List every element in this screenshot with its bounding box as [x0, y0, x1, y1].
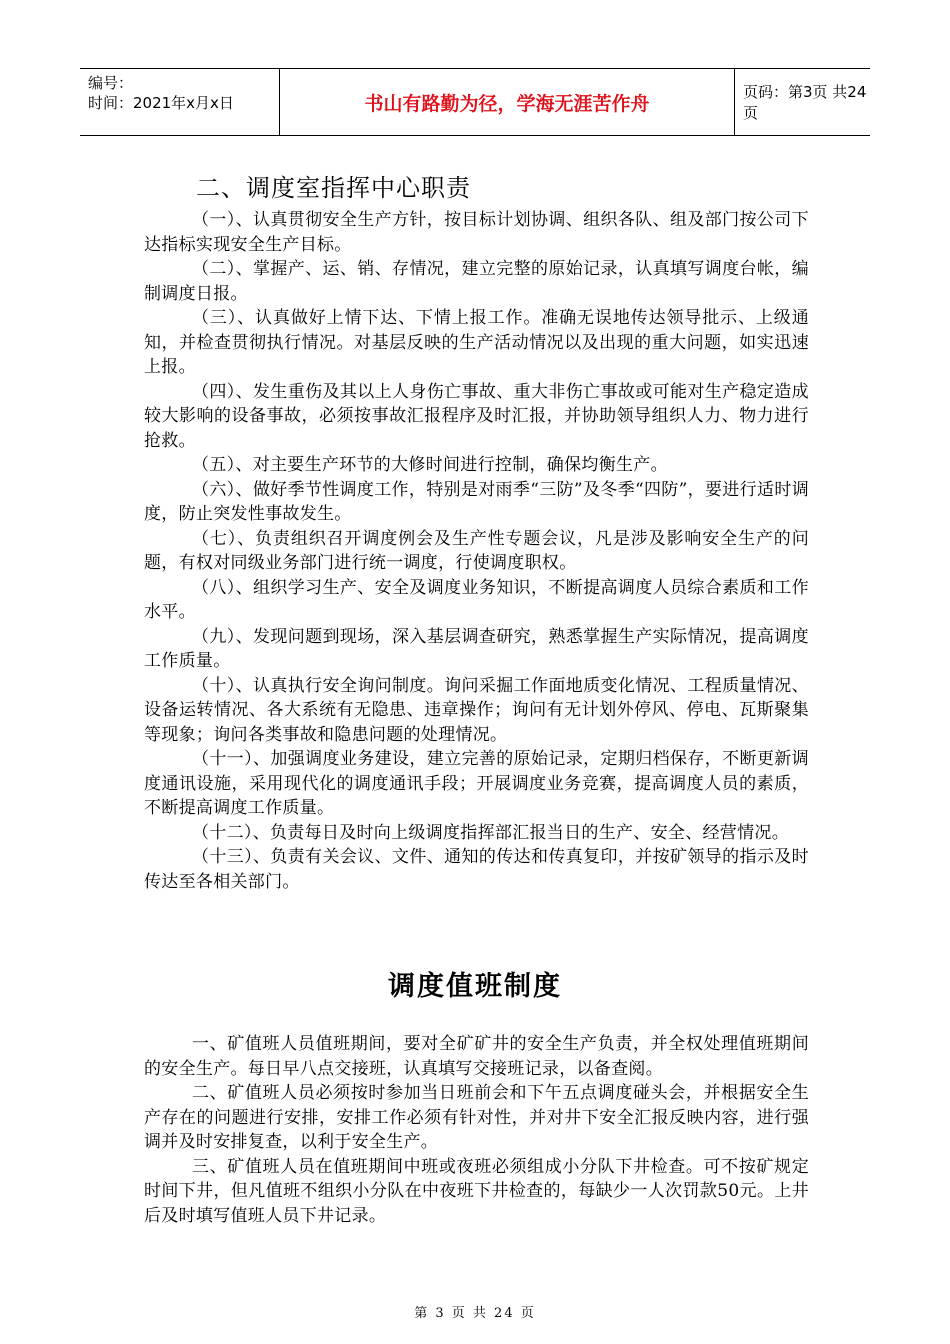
header-page-info: 页码：第3页 共24页 [743, 83, 867, 122]
page-header [80, 68, 870, 136]
duty-paragraph: （九）、发现问题到现场，深入基层调查研究，熟悉掌握生产实际情况，提高调度工作质量。 [144, 626, 809, 671]
duty-paragraph: （六）、做好季节性调度工作，特别是对雨季“三防”及冬季“四防”，要进行适时调度，防止突发性事故发生。 [144, 479, 809, 524]
page-footer: 第 3 页 共 24 页 [414, 1306, 536, 1321]
rule-paragraph: 三、矿值班人员在值班期间中班或夜班必须组成小分队下井检查。可不按矿规定时间下井，但凡值班不组织小分队在中夜班下井检查的，每缺少一人次罚款50元。上井后及时填写值班人员下井记录。 [144, 1156, 809, 1226]
document-number-label: 编号： [88, 74, 134, 92]
duty-paragraph: （十）、认真执行安全询问制度。询问采掘工作面地质变化情况、工程质量情况、设备运转情况、各大系统有无隐患、违章操作；询问有无计划外停风、停电、瓦斯聚集等现象；询问各类事故和隐患问题的处理情况。 [144, 675, 809, 745]
rules-title: 调度值班制度 [388, 971, 562, 1002]
rule-paragraph: 一、矿值班人员值班期间，要对全矿矿井的安全生产负责，并全权处理值班期间的安全生产。每日早八点交接班，认真填写交接班记录，以备查阅。 [144, 1034, 809, 1079]
duty-paragraph: （十三）、负责有关会议、文件、通知的传达和传真复印，并按矿领导的指示及时传达至各相关部门。 [144, 847, 809, 892]
rules-body [144, 1032, 809, 1228]
header-motto: 书山有路勤为径，学海无涯苦作舟 [280, 69, 735, 135]
duty-paragraph: （一）、认真贯彻安全生产方针，按目标计划协调、组织各队、组及部门按公司下达指标实现安全生产目标。 [144, 210, 809, 255]
duty-paragraph: （四）、发生重伤及其以上人身伤亡事故、重大非伤亡事故或可能对生产稳定造成较大影响的设备事故，必须按事故汇报程序及时汇报，并协助领导组织人力、物力进行抢救。 [144, 381, 809, 451]
duty-paragraph: （十一）、加强调度业务建设，建立完善的原始记录，定期归档保存，不断更新调度通讯设施，采用现代化的调度通讯手段；开展调度业务竞赛，提高调度人员的素质，不断提高调度工作质量。 [144, 749, 809, 818]
duty-paragraph: （十二）、负责每日及时向上级调度指挥部汇报当日的生产、安全、经营情况。 [192, 822, 789, 843]
rule-paragraph: 二、矿值班人员必须按时参加当日班前会和下午五点调度碰头会，并根据安全生产存在的问题进行安排，安排工作必须有针对性，并对井下安全汇报反映内容，进行强调并及时安排复查，以利于安全生产。 [144, 1083, 809, 1152]
duty-paragraph: （三）、认真做好上情下达、下情上报工作。准确无误地传达领导批示、上级通知，并检查贯彻执行情况。对基层反映的生产活动情况以及出现的重大问题，如实迅速上报。 [144, 308, 809, 377]
section-title: 二、调度室指挥中心职责 [196, 174, 471, 202]
duty-paragraph: （二）、掌握产、运、销、存情况，建立完整的原始记录，认真填写调度台帐，编制调度日报。 [144, 259, 809, 304]
duties-body [144, 208, 809, 894]
duty-paragraph: （八）、组织学习生产、安全及调度业务知识，不断提高调度人员综合素质和工作水平。 [144, 577, 809, 622]
duty-paragraph: （七）、负责组织召开调度例会及生产性专题会议，凡是涉及影响安全生产的问题，有权对同级业务部门进行统一调度，行使调度职权。 [144, 528, 809, 573]
document-date: 时间：2021年x月x日 [88, 94, 234, 112]
duty-paragraph: （五）、对主要生产环节的大修时间进行控制，确保均衡生产。 [192, 455, 668, 475]
header-meta [80, 69, 280, 135]
